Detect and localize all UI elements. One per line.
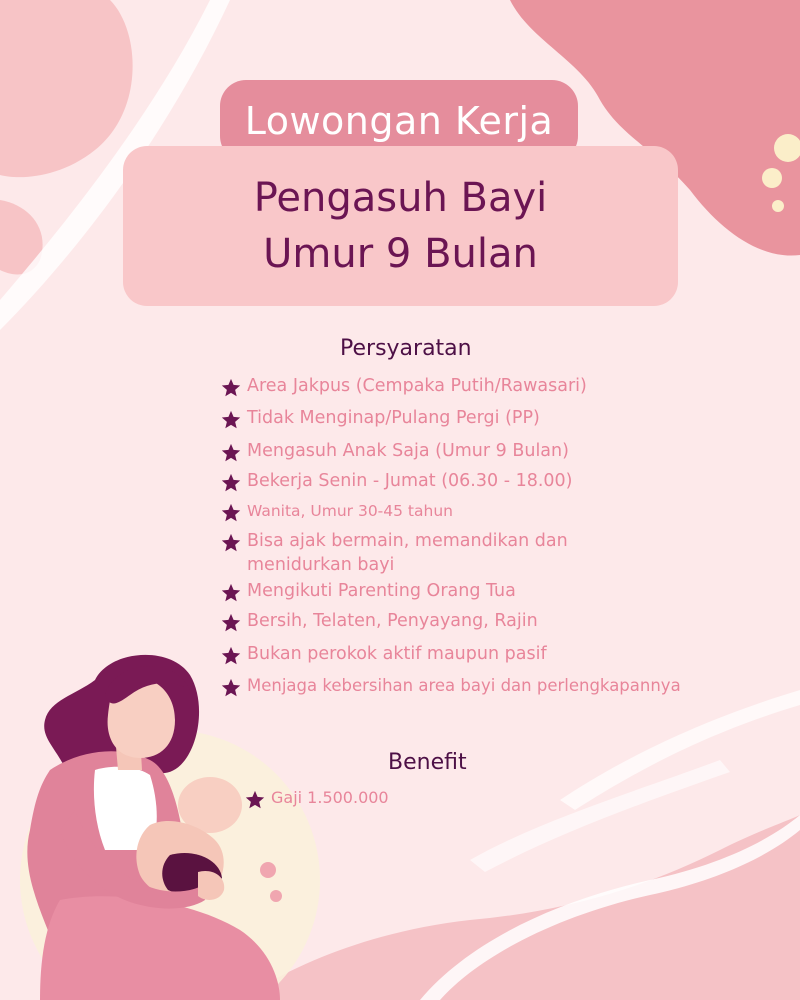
cream-dot-2: [762, 168, 782, 188]
cream-dot-3: [772, 200, 784, 212]
top-left-blob: [0, 0, 133, 177]
list-item: [220, 499, 453, 524]
requirement-text: Bukan perokok aktif maupun pasif: [247, 644, 547, 664]
title-line-2: Umur 9 Bulan: [263, 231, 538, 277]
list-item: [220, 469, 573, 494]
list-item: [220, 674, 681, 699]
header-label: Lowongan Kerja: [244, 99, 554, 143]
title-line-1: Pengasuh Bayi: [253, 175, 548, 221]
star-icon: [220, 582, 242, 604]
star-icon: [220, 532, 242, 554]
list-item: [220, 609, 538, 634]
requirement-text: Area Jakpus (Cempaka Putih/Rawasari): [247, 376, 587, 396]
requirement-text: Bersih, Telaten, Penyayang, Rajin: [247, 611, 538, 631]
list-item: [220, 406, 540, 431]
star-icon: [220, 677, 242, 699]
list-item: [220, 529, 600, 577]
star-icon: [220, 409, 242, 431]
benefit-text: Gaji 1.500.000: [271, 788, 389, 807]
requirement-text: Mengikuti Parenting Orang Tua: [247, 581, 516, 601]
star-icon: [220, 645, 242, 667]
star-icon: [220, 377, 242, 399]
title-box: [123, 146, 678, 306]
requirement-text: Bisa ajak bermain, memandikan dan menidurkan bayi: [247, 531, 568, 575]
requirement-text: Bekerja Senin - Jumat (06.30 - 18.00): [247, 471, 573, 491]
star-icon: [220, 442, 242, 464]
star-icon: [244, 789, 266, 811]
white-swirl-2: [560, 690, 800, 810]
list-item: [220, 439, 569, 464]
star-icon: [220, 612, 242, 634]
requirements-heading: Persyaratan: [340, 336, 472, 361]
list-item: [220, 579, 516, 604]
list-item: [220, 642, 547, 667]
requirement-text: Menjaga kebersihan area bayi dan perlengkapannya: [247, 676, 681, 695]
requirement-text: Wanita, Umur 30-45 tahun: [247, 502, 453, 520]
star-icon: [220, 472, 242, 494]
list-item: [220, 374, 587, 399]
requirement-text: Mengasuh Anak Saja (Umur 9 Bulan): [247, 441, 569, 461]
star-icon: [220, 502, 242, 524]
benefit-heading: Benefit: [388, 750, 467, 775]
list-item: [244, 786, 389, 811]
skirt: [40, 896, 280, 1000]
requirement-text: Tidak Menginap/Pulang Pergi (PP): [247, 408, 540, 428]
